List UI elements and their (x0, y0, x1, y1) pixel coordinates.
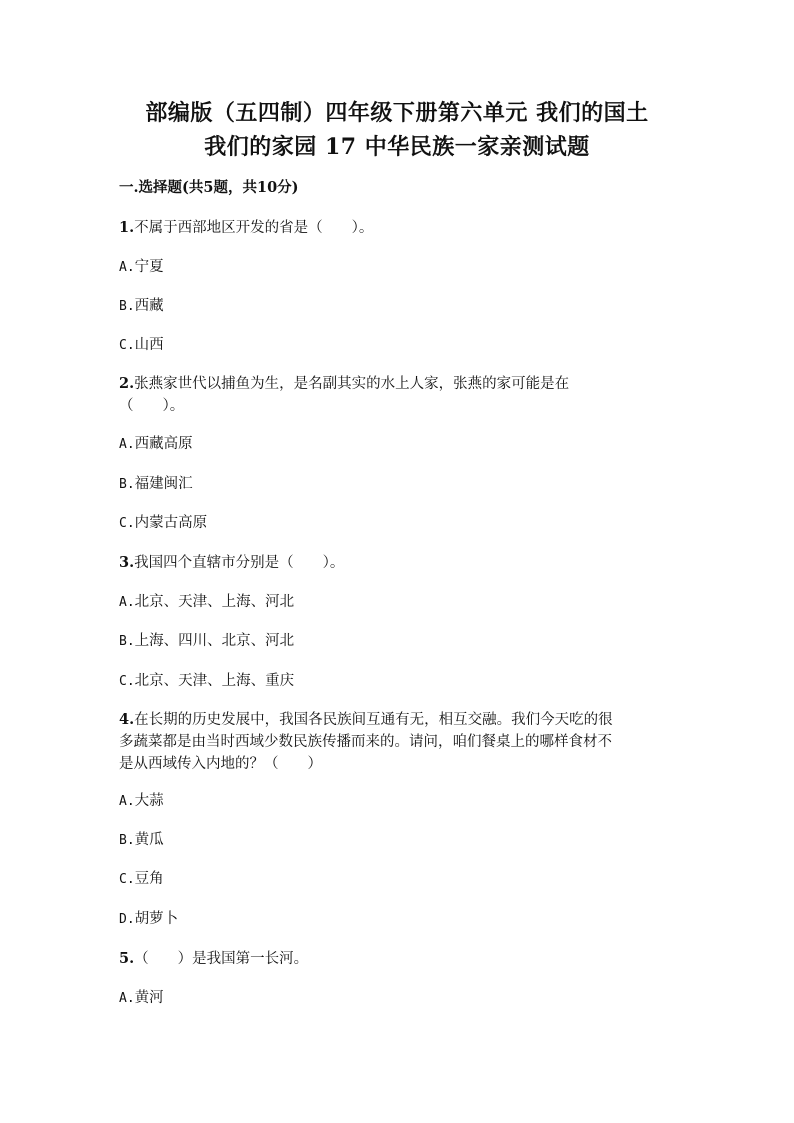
question-text-line-1: 在长期的历史发展中，我国各民族间互通有无，相互交融。我们今天吃的很 (134, 712, 613, 728)
option-4c (119, 869, 164, 890)
option-text: 北京、天津、上海、重庆 (134, 673, 295, 689)
option-letter: A. (119, 595, 135, 610)
option-text: 山西 (134, 337, 164, 353)
option-4d (119, 909, 178, 930)
question-number: 1. (119, 219, 135, 236)
page-title-line-1: 部编版（五四制）四年级下册第六单元 我们的国土 (145, 100, 649, 126)
question-number: 5. (119, 950, 135, 967)
option-text: 上海、四川、北京、河北 (134, 633, 295, 649)
option-5a (119, 988, 164, 1009)
option-letter: B. (119, 299, 135, 314)
option-letter: C. (119, 516, 135, 531)
option-text: 胡萝卜 (134, 911, 179, 927)
option-2a (119, 434, 193, 455)
option-2b (119, 474, 193, 495)
option-letter: A. (119, 437, 135, 452)
option-text: 豆角 (134, 871, 164, 887)
option-text: 西藏 (134, 298, 164, 314)
option-letter: A. (119, 260, 135, 275)
question-4-line-3: 是从西域传入内地的？（ ） (119, 756, 322, 772)
option-4b (119, 830, 164, 851)
option-text: 福建闽汇 (134, 476, 193, 492)
option-letter: D. (119, 912, 135, 927)
option-letter: A. (119, 991, 135, 1006)
question-4 (119, 710, 613, 730)
option-letter: C. (119, 338, 135, 353)
question-number: 2. (119, 375, 135, 392)
option-letter: B. (119, 477, 135, 492)
question-2-line-2: （ ）。 (119, 398, 185, 414)
option-1c (119, 335, 164, 356)
question-text: （ ）是我国第一长河。 (134, 951, 309, 967)
option-letter: C. (119, 674, 135, 689)
option-text: 内蒙古高原 (134, 515, 208, 531)
option-text: 宁夏 (134, 259, 164, 275)
question-1 (119, 218, 373, 238)
option-text: 黄瓜 (134, 832, 164, 848)
option-letter: B. (119, 634, 135, 649)
option-text: 北京、天津、上海、河北 (134, 594, 295, 610)
question-text: 不属于西部地区开发的省是（ ）。 (134, 220, 374, 236)
option-letter: A. (119, 794, 135, 809)
question-3 (119, 553, 344, 573)
option-text: 黄河 (134, 990, 164, 1006)
option-3b (119, 631, 294, 652)
question-number: 3. (119, 554, 135, 571)
option-4a (119, 791, 164, 812)
section-heading: 一.选择题(共5题，共10分) (119, 179, 299, 196)
option-1a (119, 257, 164, 278)
option-text: 大蒜 (134, 793, 164, 809)
question-5 (119, 949, 308, 969)
question-2 (119, 374, 569, 394)
question-number: 4. (119, 711, 135, 728)
question-4-line-2: 多蔬菜都是由当时西域少数民族传播而来的。请问，咱们餐桌上的哪样食材不 (119, 734, 612, 750)
option-letter: C. (119, 872, 135, 887)
page-title-line-2: 我们的家园 17 中华民族一家亲测试题 (204, 134, 590, 160)
option-3c (119, 671, 294, 692)
option-letter: B. (119, 833, 135, 848)
option-1b (119, 296, 164, 317)
option-text: 西藏高原 (134, 436, 193, 452)
option-3a (119, 592, 294, 613)
option-2c (119, 513, 207, 534)
question-text: 我国四个直辖市分别是（ ）。 (134, 555, 345, 571)
question-text-line-1: 张燕家世代以捕鱼为生，是名副其实的水上人家，张燕的家可能是在 (134, 376, 570, 392)
